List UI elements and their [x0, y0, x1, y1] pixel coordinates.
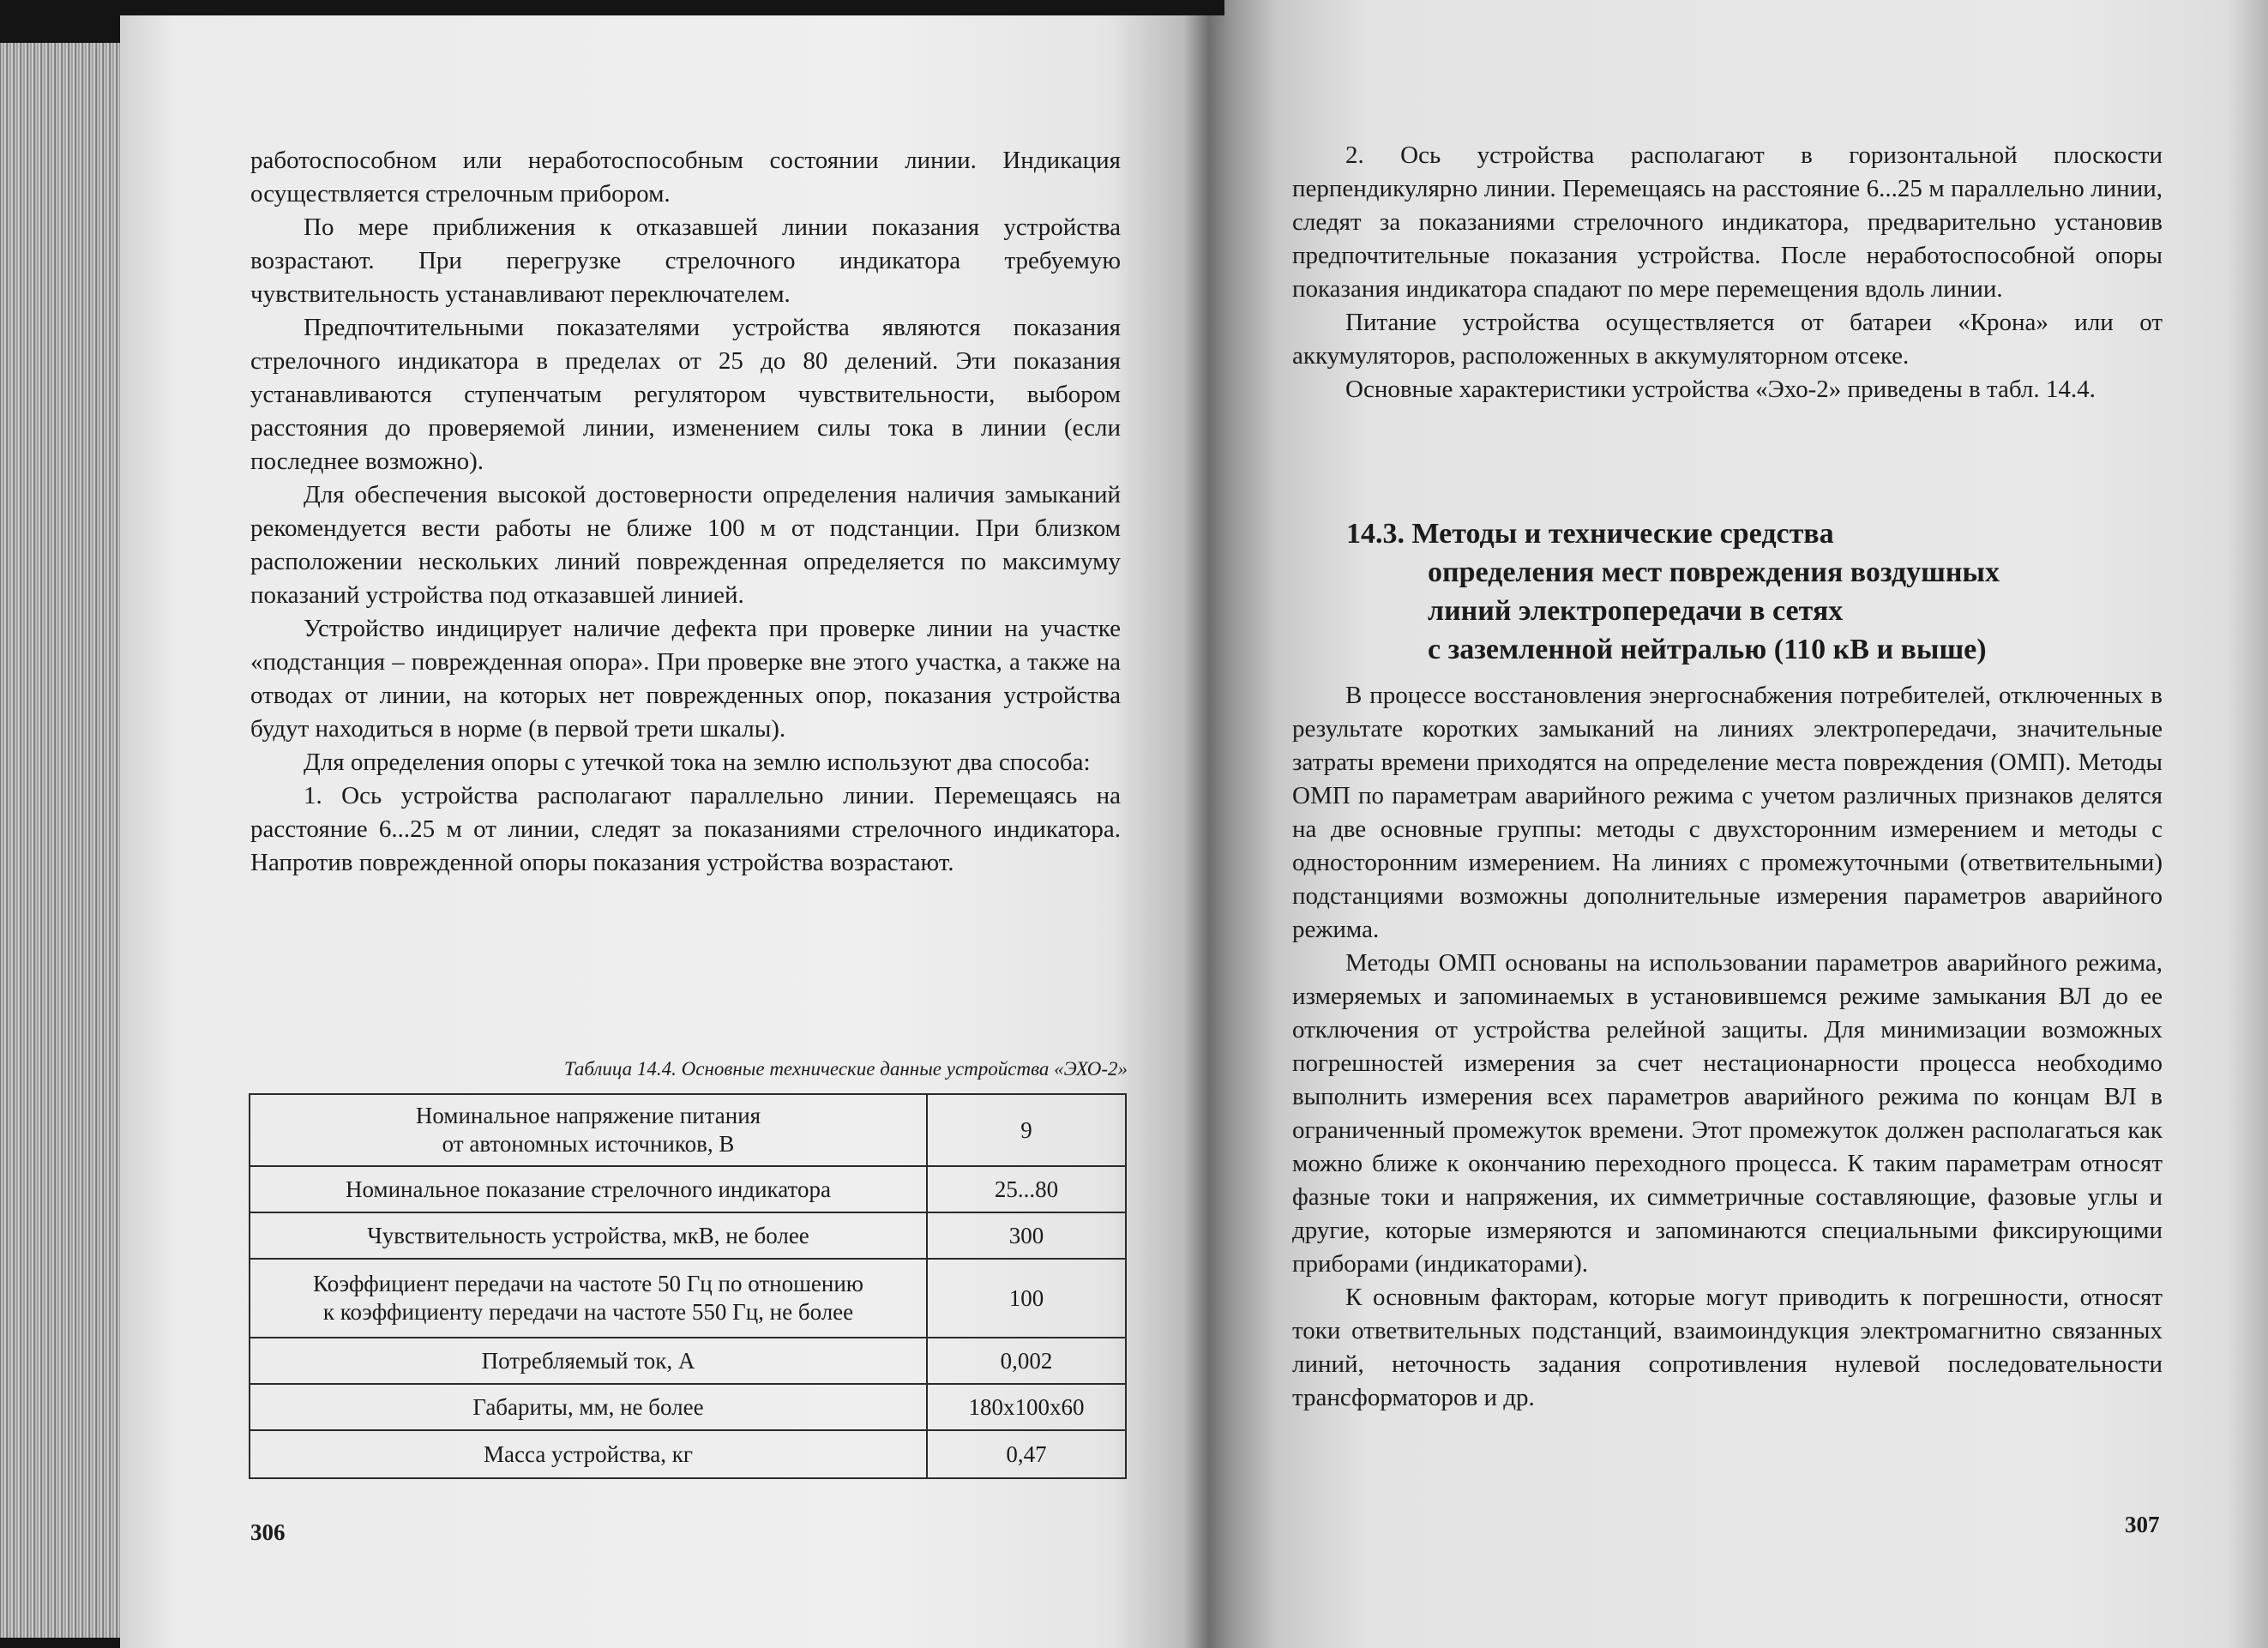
paragraph: К основным факторам, которые могут приводить к погрешности, относят токи ответвительных подстанций, взаимоиндукция электромагнитно связанных линий, неточность задания сопротивления нулевой последовательности трансформаторов и др.	[1292, 1284, 2163, 1411]
right-page-text-top	[1292, 139, 2163, 406]
table-cell-param: Габариты, мм, не более	[250, 1384, 927, 1430]
page-number-left: 306	[250, 1519, 286, 1545]
table-cell-value: 100	[927, 1259, 1126, 1338]
paragraph: По мере приближения к отказавшей линии показания устройства возрастают. При перегрузке стрелочного индикатора требуемую чувствительность устанавливают переключателем.	[250, 214, 1121, 308]
table-cell-value: 9	[927, 1094, 1126, 1166]
table-cell-value: 300	[927, 1212, 1126, 1259]
right-page-text-body	[1292, 679, 2163, 1415]
spec-table	[249, 1093, 1127, 1479]
table-cell-param: Масса устройства, кг	[250, 1430, 927, 1478]
table-cell-value: 180x100x60	[927, 1384, 1126, 1430]
book-gutter	[1183, 15, 1235, 1648]
paragraph: 2. Ось устройства располагают в горизонтальной плоскости перпендикулярно линии. Перемещаясь на расстояние 6...25 м параллельно линии, следят за показаниями стрелочного индикатора, предварительно установив предпочтительные показания устройства. После неработоспособной опоры показания индикатора спадают по мере перемещения вдоль линии.	[1292, 141, 2163, 303]
table-row	[250, 1430, 1126, 1478]
table-cell-value: 0,002	[927, 1338, 1126, 1384]
table-row	[250, 1338, 1126, 1384]
table-cell-param: Потребляемый ток, А	[250, 1338, 927, 1384]
paragraph: Для определения опоры с утечкой тока на землю используют два способа:	[304, 749, 1091, 776]
table-caption: Таблица 14.4. Основные технические данные устройства «ЭХО-2»	[563, 1058, 1128, 1080]
table-row	[250, 1259, 1126, 1338]
table-row	[250, 1094, 1126, 1166]
table-cell-param: Номинальное напряжение питания от автономных источников, В	[250, 1094, 927, 1166]
table-cell-param: Номинальное показание стрелочного индикатора	[250, 1166, 927, 1212]
table-row	[250, 1166, 1126, 1212]
paragraph: Для обеспечения высокой достоверности определения наличия замыканий рекомендуется вести работы не ближе 100 м от подстанции. При близком расположении нескольких линий поврежденная определяется по максимуму показаний устройства под отказавшей линией.	[250, 481, 1121, 609]
paragraph: В процессе восстановления энергоснабжения потребителей, отключенных в результате коротких замыканий на линиях электропередачи, значительные затраты времени приходятся на определение места повреждения (ОМП). Методы ОМП по параметрам аварийного режима с учетом различных признаков делятся на две основные группы: методы с двухсторонним измерением и методы с односторонним измерением. На линиях с промежуточными (ответвительными) подстанциями возможны дополнительные измерения параметров аварийного режима.	[1292, 682, 2163, 943]
table-cell-value: 0,47	[927, 1430, 1126, 1478]
table-cell-param: Чувствительность устройства, мкВ, не более	[250, 1212, 927, 1259]
table-cell-value: 25...80	[927, 1166, 1126, 1212]
paragraph: Основные характеристики устройства «Эхо-2» приведены в табл. 14.4.	[1345, 376, 2096, 403]
left-page-text	[250, 144, 1121, 880]
page-edges	[0, 43, 129, 1638]
paragraph: работоспособном или неработоспособным состоянии линии. Индикация осуществляется стрелочным прибором.	[250, 147, 1121, 208]
table-cell-param: Коэффициент передачи на частоте 50 Гц по отношению к коэффициенту передачи на частоте 550 Гц, не более	[250, 1259, 927, 1338]
table-row	[250, 1384, 1126, 1430]
paragraph: Устройство индицирует наличие дефекта при проверке линии на участке «подстанция – поврежденная опора». При проверке вне этого участка, а также на отводах от линии, на которых нет поврежденных опор, показания устройства будут находиться в норме (в первой трети шкалы).	[250, 615, 1121, 743]
table-row	[250, 1212, 1126, 1259]
paragraph: Методы ОМП основаны на использовании параметров аварийного режима, измеряемых и запоминаемых в установившемся режиме замыкания ВЛ до ее отключения от устройства релейной защиты. Для минимизации возможных погрешностей измерения за счет нестационарности процесса необходимо выполнить измерения всех параметров аварийного режима по концам ВЛ в ограниченный промежуток времени. Этот промежуток должен располагаться как можно ближе к окончанию переходного процесса. К таким параметрам относят фазные токи и напряжения, их симметричные составляющие, фазовые углы и другие, которые измеряются и запоминаются специальными фиксирующими приборами (индикаторами).	[1292, 949, 2163, 1278]
paragraph: Питание устройства осуществляется от батареи «Крона» или от аккумуляторов, расположенных в аккумуляторном отсеке.	[1292, 309, 2163, 370]
section-heading: 14.3. Методы и технические средства определения мест повреждения воздушных линий электропередачи в сетях с заземленной нейтралью (110 кВ и выше)	[1346, 518, 2000, 665]
page-number-right: 307	[2125, 1512, 2160, 1537]
paragraph: 1. Ось устройства располагают параллельно линии. Перемещаясь на расстояние 6...25 м от линии, следят за показаниями стрелочного индикатора. Напротив поврежденной опоры показания устройства возрастают.	[250, 782, 1121, 876]
paragraph: Предпочтительными показателями устройства являются показания стрелочного индикатора в пределах от 25 до 80 делений. Эти показания устанавливаются ступенчатым регулятором чувствительности, выбором расстояния до проверяемой линии, изменением силы тока в линии (если последнее возможно).	[250, 314, 1121, 475]
